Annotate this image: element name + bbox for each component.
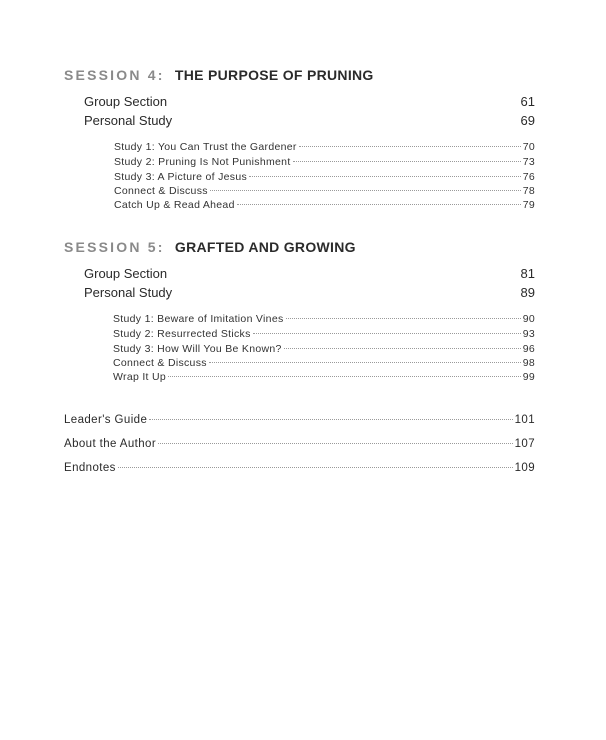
toc-entry-page: 107 [514,438,535,450]
dot-leader [249,176,521,177]
toc-entry-s4-study-3[interactable] [114,171,535,183]
session-4-title: THE PURPOSE OF PRUNING [174,67,374,83]
toc-entry-s4-personal-study[interactable] [84,113,535,128]
toc-entry-label: Study 1: You Can Trust the Gardener [114,141,297,153]
toc-entry-s5-wrap-it-up[interactable] [113,371,535,383]
toc-entry-page: 90 [522,313,535,325]
dot-leader [158,443,513,444]
dot-leader [209,362,521,363]
toc-entry-s4-catch-up[interactable] [114,199,535,211]
toc-entry-label: Wrap It Up [113,371,166,383]
toc-entry-page: 98 [522,357,535,369]
session-5-label: SESSION 5: [64,239,165,255]
toc-entry-endnotes[interactable] [64,462,535,474]
toc-entry-s5-group-section[interactable] [84,266,535,281]
toc-entry-page: 61 [520,94,535,109]
toc-entry-page: 69 [520,113,535,128]
dot-leader [253,333,521,334]
dot-leader [237,204,521,205]
toc-entry-label: Group Section [84,94,168,109]
toc-entry-label: Connect & Discuss [113,357,207,369]
toc-entry-page: 101 [514,414,535,426]
toc-entry-label: Connect & Discuss [114,185,208,197]
toc-entry-page: 93 [522,328,535,340]
dot-leader [284,348,521,349]
toc-entry-label: Personal Study [84,285,173,300]
dot-leader [286,318,521,319]
toc-entry-s4-study-1[interactable] [114,141,535,153]
toc-entry-s5-study-1[interactable] [113,313,535,325]
session-5-heading [64,239,356,255]
toc-entry-s4-study-2[interactable] [114,156,535,168]
toc-entry-s5-study-2[interactable] [113,328,535,340]
dot-leader [293,161,521,162]
toc-entry-page: 109 [514,462,535,474]
toc-entry-page: 99 [522,371,535,383]
toc-entry-about-author[interactable] [64,438,535,450]
toc-entry-label: Study 2: Pruning Is Not Punishment [114,156,291,168]
toc-entry-page: 79 [522,199,535,211]
toc-entry-page: 81 [520,266,535,281]
toc-entry-leaders-guide[interactable] [64,414,535,426]
toc-entry-label: Leader's Guide [64,414,148,426]
toc-entry-label: Study 1: Beware of Imitation Vines [113,313,284,325]
toc-entry-s4-connect-discuss[interactable] [114,185,535,197]
session-4-heading [64,67,374,83]
toc-entry-label: Study 2: Resurrected Sticks [113,328,251,340]
toc-entry-s4-group-section[interactable] [84,94,535,109]
toc-entry-label: Study 3: How Will You Be Known? [113,343,282,355]
toc-entry-page: 78 [522,185,535,197]
toc-entry-s5-personal-study[interactable] [84,285,535,300]
dot-leader [118,467,513,468]
dot-leader [299,146,521,147]
toc-entry-label: Catch Up & Read Ahead [114,199,235,211]
session-5-title: GRAFTED AND GROWING [174,239,356,255]
toc-entry-label: About the Author [64,438,157,450]
toc-entry-page: 96 [522,343,535,355]
toc-entry-page: 70 [522,141,535,153]
toc-entry-s5-connect-discuss[interactable] [113,357,535,369]
session-4-label: SESSION 4: [64,67,165,83]
toc-entry-label: Study 3: A Picture of Jesus [114,171,248,183]
toc-entry-page: 89 [520,285,535,300]
dot-leader [210,190,521,191]
toc-entry-s5-study-3[interactable] [113,343,535,355]
toc-entry-page: 76 [522,171,535,183]
toc-entry-page: 73 [522,156,535,168]
toc-entry-label: Endnotes [64,462,116,474]
toc-entry-label: Personal Study [84,113,173,128]
toc-entry-label: Group Section [84,266,168,281]
dot-leader [168,376,521,377]
dot-leader [149,419,512,420]
